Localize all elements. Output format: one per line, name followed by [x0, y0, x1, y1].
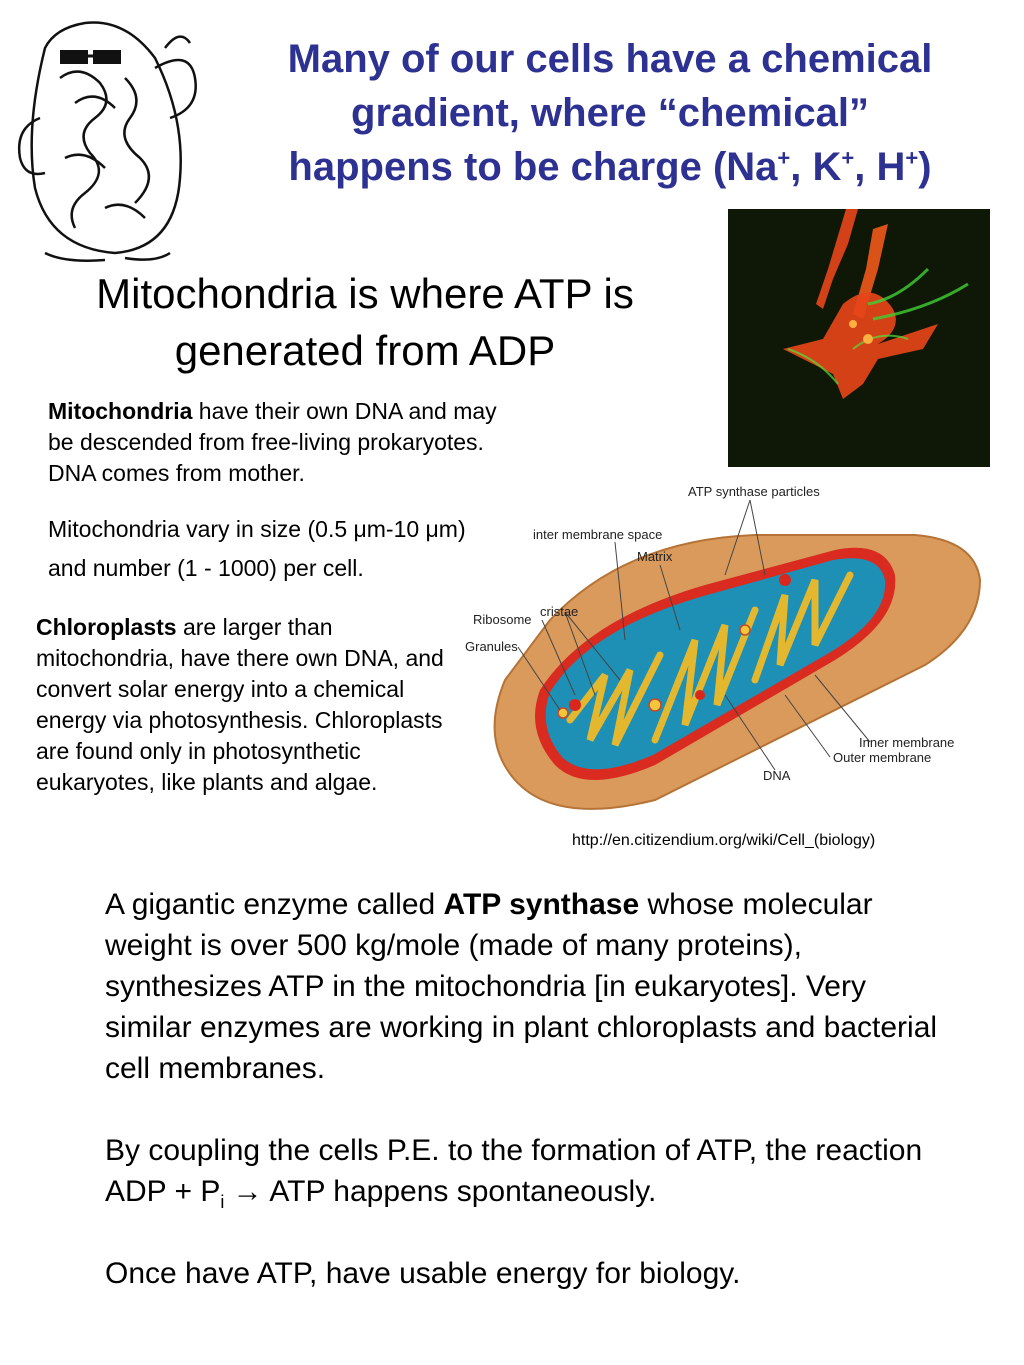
- coupling-paragraph: By coupling the cells P.E. to the formation of ATP, the reaction ADP + $P_i$ → ATP happens spontaneously.: [105, 1134, 923, 1212]
- page-title: [215, 32, 1005, 194]
- label-atp-synthase-particles: ATP synthase particles: [688, 484, 820, 499]
- mitochondrion-diagram: [455, 480, 995, 815]
- chloroplast-paragraph: Chloroplasts are larger than mitochondria, have there own DNA, and convert solar energy into a chemical energy via photosynthesis. Chloroplasts are found only in photosynthetic eukaryotes, like plants and algae.: [36, 614, 444, 795]
- label-ribosome: Ribosome: [473, 612, 532, 627]
- atp-synthase-paragraph: A gigantic enzyme called ATP synthase whose molecular weight is over 500 kg/mole (made of many proteins), synthesizes ATP in the mitochondria [in eukaryotes]. Very similar enzymes are working in plant chloroplasts and bacterial cell membranes.: [105, 888, 938, 1085]
- label-inter-membrane-space: inter membrane space: [533, 527, 663, 542]
- label-outer-membrane: Outer membrane: [833, 750, 932, 765]
- title-line-2: gradient, where “chemical”: [351, 91, 869, 135]
- title-line-1: Many of our cells have a chemical: [287, 37, 933, 81]
- mitochondrion-cartoon-icon: [5, 8, 220, 263]
- fluorescence-micrograph: [728, 209, 990, 467]
- title-line-3: happens to be charge (Na+, K+, H+): [288, 145, 932, 189]
- section-heading: Mitochondria is where ATP is generated from ADP: [96, 270, 634, 374]
- usable-energy-paragraph: Once have ATP, have usable energy for biology.: [105, 1257, 741, 1290]
- arrow-icon: →: [224, 1175, 270, 1208]
- mitochondria-paragraph: Mitochondria have their own DNA and may be descended from free-living prokaryotes. DNA comes from mother.: [48, 398, 497, 486]
- label-granules: Granules: [465, 639, 518, 654]
- label-inner-membrane: Inner membrane: [859, 735, 955, 750]
- mitochondria-size-paragraph: Mitochondria vary in size (0.5 μm-10 μm) and number (1 - 1000) per cell.: [48, 516, 466, 581]
- label-dna: DNA: [763, 768, 791, 783]
- label-matrix: Matrix: [637, 549, 673, 564]
- label-cristae: cristae: [540, 604, 579, 619]
- image-source-link[interactable]: http://en.citizendium.org/wiki/Cell_(biology): [572, 832, 876, 849]
